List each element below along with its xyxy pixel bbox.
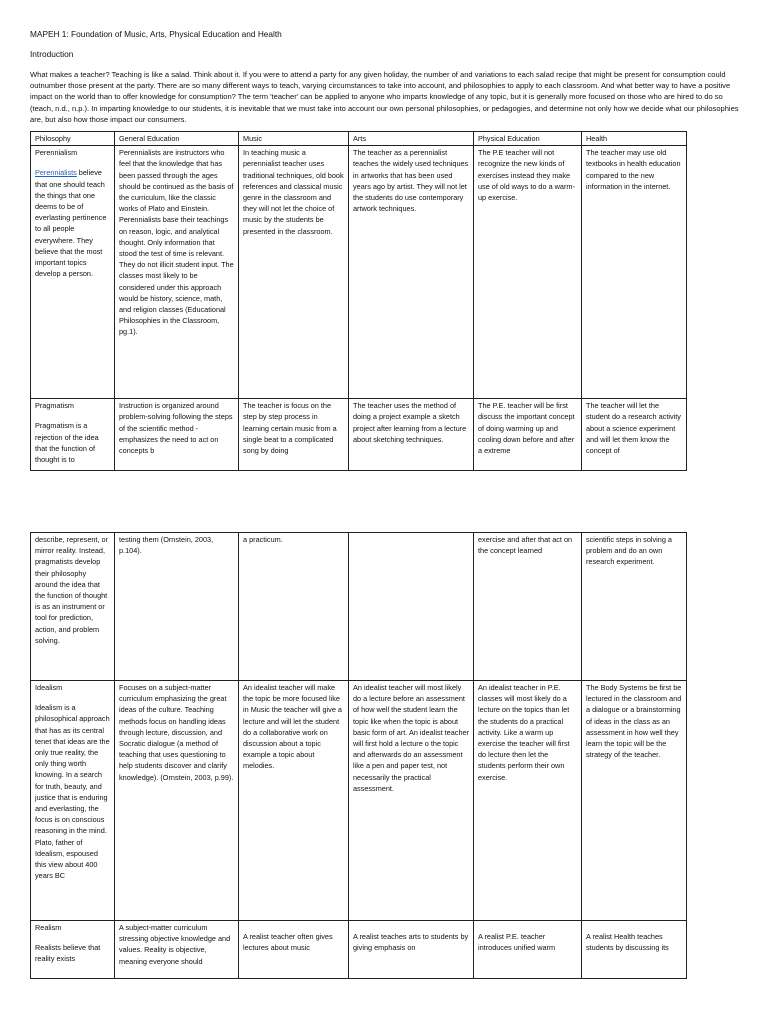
physical-education-cell: The P.E teacher will not recognize the new kinds of exercises instead they make use of old ways to do a warm-up exercise. bbox=[474, 146, 582, 399]
philosophy-name: Perennialism bbox=[35, 148, 78, 158]
health-cell: scientific steps in solving a problem and do an own research experiment. bbox=[582, 533, 687, 681]
philosophy-description: Idealism is a philosophical approach that has as its central tenet that ideas are the only true reality, the only thing worth knowing. In a search for truth, beauty, and justice that is enduring and everlasting, the focus is on conscious reasoning in the mind. Plato, father of Idealism, espoused this view about 400 years BC bbox=[35, 703, 110, 881]
philosophy-cell bbox=[31, 146, 115, 399]
arts-cell bbox=[349, 921, 474, 979]
physical-education-cell: An idealist teacher in P.E. classes will most likely do a lecture on the topics than let the students do a practical activity. Like a warm up exercise the teacher will first do lecture then let the students perform their own exercise. bbox=[474, 681, 582, 921]
philosophy-cell bbox=[31, 681, 115, 921]
philosophy-cell bbox=[31, 921, 115, 979]
music-cell-text: A realist teacher often gives lectures about music bbox=[243, 932, 333, 953]
philosophy-name: Pragmatism bbox=[35, 401, 74, 411]
physical-education-cell bbox=[474, 921, 582, 979]
philosophy-name: Realism bbox=[35, 923, 62, 932]
music-cell: In teaching music a perennialist teacher uses traditional techniques, old book references and classical music genre in the classroom and they will not let the choice of music by the students be presented in the classroom. bbox=[239, 146, 349, 399]
arts-cell: An idealist teacher will most likely do a lecture before an assessment of how well the student learn the topic like when the topic is about basic form of art. An idealist teacher will first hold a lecture o the topic and afterwards do an assessment like a pen and paper test, not necessarily the practical assessment. bbox=[349, 681, 474, 921]
music-cell: a practicum. bbox=[239, 533, 349, 681]
general-education-cell: Focuses on a subject-matter curriculum emphasizing the great ideas of the culture. Teaching methods focus on handling ideas through lecture, discussion, and Socratic dialogue (a method of teaching that uses questioning to help students discover and clarify knowledge). (Ornstein, 2003, p.99). bbox=[115, 681, 239, 921]
column-header: Music bbox=[239, 132, 349, 146]
philosophy-description: believe that one should teach the things that one deems to be of everlasting pertinence to all people everywhere. They believe that the most important topics develop a person. bbox=[35, 168, 107, 279]
column-header: Physical Education bbox=[474, 132, 582, 146]
intro-paragraph: What makes a teacher? Teaching is like a salad. Think about it. If you were to attend a party for any given holiday, the number of and variations to each salad recipe that might be present for consumption could outnumber those present at the party. There are so many different ways to teach, varying circumstances to take into account, and philosophies to apply to each classroom. And what better way to have a positive impact on the world than to offer knowledge for consumption? The term 'teacher' can be applied to anyone who imparts knowledge of any topic, but it is generally more focused on those who are hired to do so (teach, n.d., n.p.). In imparting knowledge to our students, it is inevitable that we must take into account our own personal philosophies, or pedagogies, and determine not only how we decide what our philosophies are, but also how those impact our consumers. bbox=[30, 70, 739, 124]
health-cell-text: A realist Health teaches students by discussing its bbox=[586, 932, 669, 953]
health-cell: The teacher may use old textbooks in health education compared to the new information in the internet. bbox=[582, 146, 687, 399]
philosophy-cell bbox=[31, 399, 115, 471]
document-title: MAPEH 1: Foundation of Music, Arts, Physical Education and Health bbox=[30, 29, 282, 39]
philosophy-cell: describe, represent, or mirror reality. Instead, pragmatists develop their philosophy around the idea that the function of thought is as an instrument or tool for prediction, action, and problem solving. bbox=[31, 533, 115, 681]
column-header: Health bbox=[582, 132, 687, 146]
physical-education-cell: The P.E. teacher will be first discuss the important concept of doing warming up and cooling down before and after a extreme bbox=[474, 399, 582, 471]
philosophy-description: Realists believe that reality exists bbox=[35, 943, 101, 964]
perennialists-link[interactable]: Perennialists bbox=[35, 168, 77, 178]
column-header: Arts bbox=[349, 132, 474, 146]
table-row-perennialism bbox=[31, 146, 687, 399]
column-header: General Education bbox=[115, 132, 239, 146]
table-row-pragmatism bbox=[31, 399, 687, 471]
music-cell: The teacher is focus on the step by step process in learning certain music from a single beat to a complicated song by doing bbox=[239, 399, 349, 471]
arts-cell-text: A realist teaches arts to students by giving emphasis on bbox=[353, 932, 469, 953]
philosophy-name: Idealism bbox=[35, 683, 63, 692]
physical-education-cell: exercise and after that act on the concept learned bbox=[474, 533, 582, 681]
health-cell: The Body Systems be first be lectured in the classroom and a dialogue or a brainstorming of ideas in the class as an assessment in how well they learn the topic will be the strategy of the teacher. bbox=[582, 681, 687, 921]
health-cell: The teacher will let the student do a research activity about a science experiment and will let them know the concept of bbox=[582, 399, 687, 471]
general-education-cell: testing them (Ornstein, 2003, p.104). bbox=[115, 533, 239, 681]
health-cell bbox=[582, 921, 687, 979]
music-cell: An idealist teacher will make the topic be more focused like in Music the teacher will give a lecture and will let the student do a collaborative work on discussion about a topic example a topic about melodies. bbox=[239, 681, 349, 921]
philosophy-description: Pragmatism is a rejection of the idea that the function of thought is to bbox=[35, 421, 99, 465]
table-row-idealism bbox=[31, 681, 687, 921]
physical-education-cell-text: A realist P.E. teacher introduces unified warm bbox=[478, 932, 556, 953]
column-header: Philosophy bbox=[31, 132, 115, 146]
philosophy-table-part-2 bbox=[30, 532, 687, 979]
table-row-pragmatism-continued bbox=[31, 533, 687, 681]
philosophy-table-part-1 bbox=[30, 131, 687, 471]
music-cell bbox=[239, 921, 349, 979]
general-education-cell: Perennialists are instructors who feel that the knowledge that has been passed through the ages should be continued as the basis of the curriculum, like the classic works of Plato and Einstein. Perennialists base their teachings on reason, logic, and analytical thought. Only information that stood the test of time is relevant. They do not illicit student input. The classes most likely to be considered under this approach would be history, science, math, and religion classes (Educational Philosophies in the Classroom, pg.1). bbox=[115, 146, 239, 399]
table-header-row bbox=[31, 132, 687, 146]
general-education-cell: Instruction is organized around problem-solving following the steps of the scientific method - emphasizes the need to act on concepts b bbox=[115, 399, 239, 471]
arts-cell bbox=[349, 533, 474, 681]
table-row-realism bbox=[31, 921, 687, 979]
arts-cell: The teacher as a perennialist teaches the widely used techniques in artworks that has been used years ago by artist. They will not let the students do use contemporary artwork techniques. bbox=[349, 146, 474, 399]
arts-cell: The teacher uses the method of doing a project example a sketch project after learning from a lecture about sketching techniques. bbox=[349, 399, 474, 471]
general-education-cell: A subject-matter curriculum stressing objective knowledge and values. Reality is objective, meaning everyone should bbox=[115, 921, 239, 979]
intro-heading: Introduction bbox=[30, 49, 74, 59]
